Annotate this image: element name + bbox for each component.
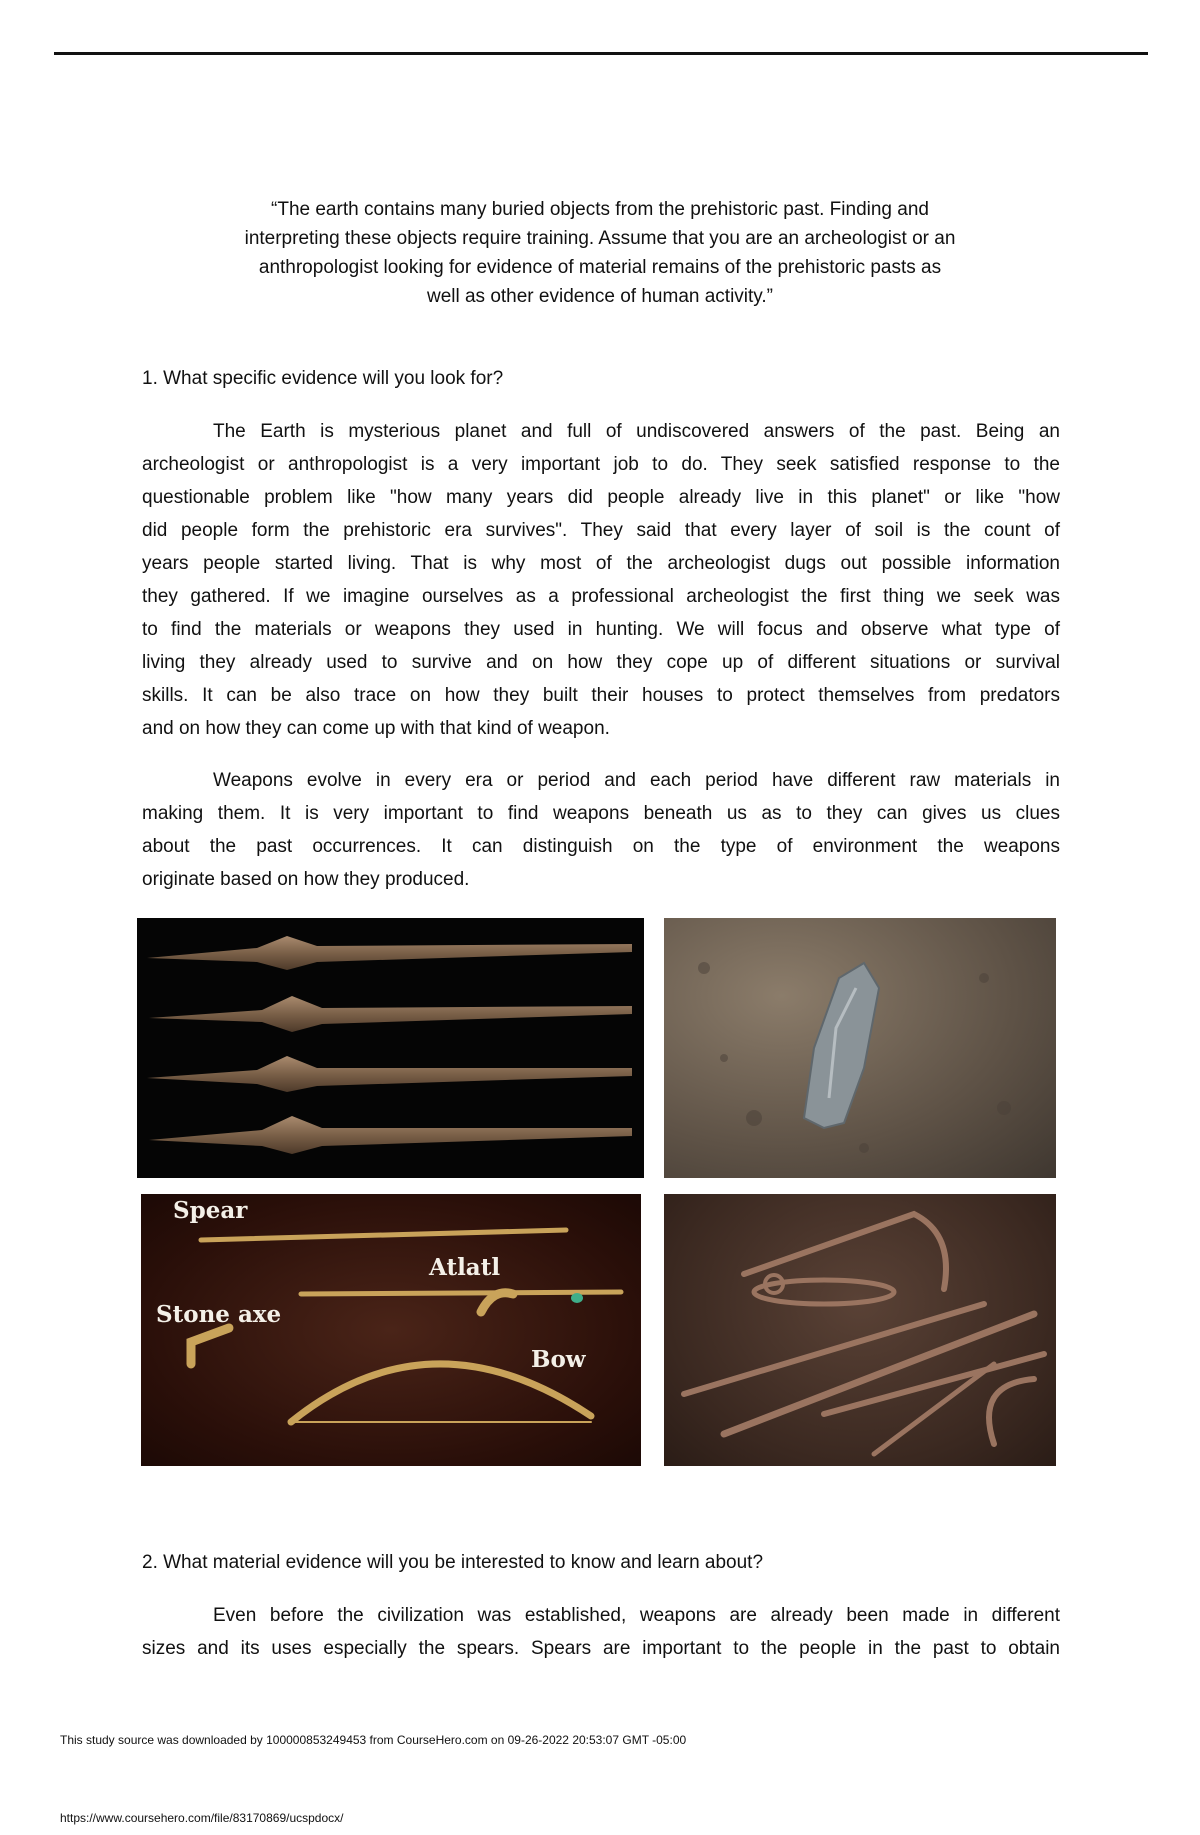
label-stone-axe: Stone axe [156,1301,282,1328]
intro-quote [150,195,1050,311]
question-2: 2. What material evidence will you be interested to know and learn about? [142,1552,764,1573]
photo-iron-spearheads [137,918,644,1178]
paragraph-2 [142,764,1060,896]
paragraph-line: about the past occurrences. It can distinguish on the type of environment the weapons [142,836,1060,857]
quote-line: well as other evidence of human activity.” [426,286,774,307]
photo-prehistoric-weapons [141,1194,641,1466]
paragraph-line: they gathered. If we imagine ourselves as a professional archeologist the first thing we seek was [142,586,1060,607]
paragraph-line: sizes and its uses especially the spears. Spears are important to the people in the past to obtain [142,1638,1060,1659]
top-rule [54,52,1148,55]
source-url: https://www.coursehero.com/file/83170869/ucspdocx/ [60,1811,344,1825]
label-atlatl: Atlatl [429,1254,501,1281]
paragraph-line: The Earth is mysterious planet and full of undiscovered answers of the past. Being an [213,421,1060,442]
quote-line: interpreting these objects require training. Assume that you are an archeologist or an [244,228,956,249]
paragraph-line: and on how they can come up with that kind of weapon. [142,718,610,739]
label-bow: Bow [531,1346,586,1373]
quote-line: anthropologist looking for evidence of material remains of the prehistoric pasts as [258,257,942,278]
photo-stone-point-in-soil [664,918,1056,1178]
quote-line: “The earth contains many buried objects from the prehistoric past. Finding and [271,199,929,220]
paragraph-line: making them. It is very important to find weapons beneath us as to they can gives us clues [142,803,1060,824]
paragraph-line: to find the materials or weapons they used in hunting. We will focus and observe what type of [142,619,1060,640]
paragraph-line: originate based on how they produced. [142,869,470,890]
paragraph-line: did people form the prehistoric era survives". They said that every layer of soil is the count of [142,520,1060,541]
label-spear: Spear [173,1197,248,1224]
paragraph-line: archeologist or anthropologist is a very important job to do. They seek satisfied response to the [142,454,1060,475]
paragraph-line: years people started living. That is why most of the archeologist dugs out possible information [142,553,1060,574]
stone-point-illustration [664,918,1056,1178]
download-notice: This study source was downloaded by 100000853249453 from CourseHero.com on 09-26-2022 20:53:07 GMT -05:00 [60,1733,687,1747]
paragraph-line: Weapons evolve in every era or period and each period have different raw materials in [213,770,1060,791]
paragraph-line: Even before the civilization was established, weapons are already been made in different [213,1605,1060,1626]
paragraph-3 [142,1599,1060,1665]
question-1: 1. What specific evidence will you look for? [142,368,504,389]
weapons-illustration [141,1194,641,1466]
iron-tools-illustration [664,1194,1056,1466]
paragraph-line: skills. It can be also trace on how they built their houses to protect themselves from predators [142,685,1060,706]
paragraph-line: questionable problem like "how many years did people already live in this planet" or like "how [142,487,1060,508]
paragraph-1 [142,415,1060,745]
spearheads-illustration [137,918,644,1178]
photo-iron-tools [664,1194,1056,1466]
paragraph-line: living they already used to survive and on how they cope up of different situations or survival [142,652,1060,673]
